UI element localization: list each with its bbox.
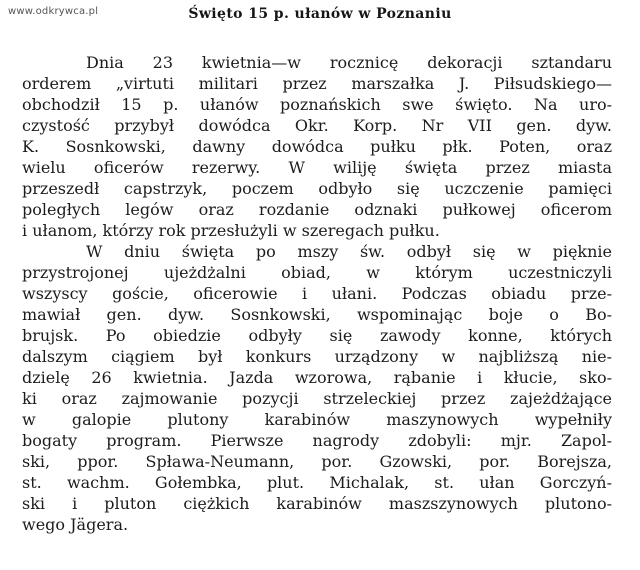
- article-line: obchodził 15 p. ułanów poznańskich swe święto. Na uro-: [22, 95, 612, 114]
- article-line: przeszedł capstrzyk, poczem odbyło się uczczenie pamięci: [22, 179, 612, 198]
- watermark-text: www.odkrywca.pl: [8, 6, 99, 17]
- article-line: Dnia 23 kwietnia—w rocznicę dekoracji sztandaru: [86, 53, 612, 72]
- article-body: [22, 52, 612, 535]
- article-line: wielu oficerów rezerwy. W wiliję święta przez miasta: [22, 158, 612, 177]
- article-line: W dniu święta po mszy św. odbył się w pięknie: [86, 242, 612, 261]
- article-line: st. wachm. Gołembka, plut. Michalak, st. ułan Gorczyń-: [22, 473, 612, 492]
- article-line: K. Sosnkowski, dawny dowódca pułku płk. Poten, oraz: [22, 137, 612, 156]
- article-line: orderem „virtuti militari przez marszałka J. Piłsudskiego—: [22, 74, 612, 93]
- article-line: mawiał gen. dyw. Sosnkowski, wspominając boje o Bo-: [22, 305, 612, 324]
- article-line: ki oraz zajmowanie pozycji strzeleckiej przez zajeżdżające: [22, 389, 612, 408]
- article-line: czystość przybył dowódca Okr. Korp. Nr VII gen. dyw.: [22, 116, 612, 135]
- article-line: brujsk. Po obiedzie odbyły się zawody konne, których: [22, 326, 612, 345]
- article-line: ski, ppor. Spława-Neumann, por. Gzowski, por. Borejsza,: [22, 452, 612, 471]
- article-line: w galopie plutony karabinów maszynowych wypełniły: [22, 410, 612, 429]
- article-line: bogaty program. Pierwsze nagrody zdobyli: mjr. Zapol-: [22, 431, 612, 450]
- article-line: wego Jägera.: [22, 515, 129, 534]
- article-line: wszyscy goście, oficerowie i ułani. Podczas obiadu prze-: [22, 284, 612, 303]
- article-line: i ułanom, którzy rok przesłużyli w szeregach pułku.: [22, 221, 440, 240]
- article-line: poległych legów oraz rozdanie odznaki pułkowej oficerom: [22, 200, 612, 219]
- article-line: ski i pluton ciężkich karabinów maszszynowych plutono-: [22, 494, 612, 513]
- article-line: dalszym ciągiem był konkurs urządzony w najbliższą nie-: [22, 347, 612, 366]
- article-headline: Święto 15 p. ułanów w Poznaniu: [188, 6, 452, 22]
- article-line: przystrojonej ujeżdżalni obiad, w którym uczestniczyli: [22, 263, 612, 282]
- article-line: dzielę 26 kwietnia. Jazda wzorowa, rąbanie i kłucie, sko-: [22, 368, 612, 387]
